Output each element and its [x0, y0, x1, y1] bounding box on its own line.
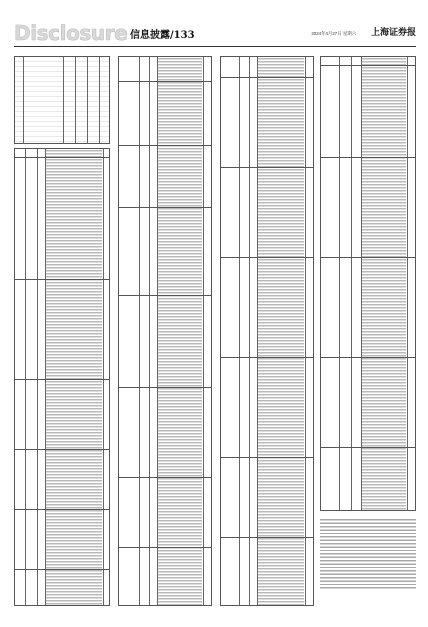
disclosure-table-1	[14, 148, 110, 606]
table-text-block	[46, 149, 102, 605]
newspaper-logo: 上海证券报	[370, 28, 416, 38]
header-rule	[14, 46, 416, 47]
issue-date: 2024年4月27日 星期六	[311, 31, 356, 36]
column-2	[118, 56, 212, 606]
disclosure-table-4	[320, 56, 416, 511]
section-title: 信息披露/133	[130, 30, 195, 41]
disclosure-table-3	[220, 56, 314, 606]
table-text-block	[158, 57, 202, 605]
column-3	[220, 56, 314, 606]
table-text-block	[258, 57, 304, 605]
column-4	[320, 56, 416, 606]
page-header	[14, 22, 416, 46]
disclosure-brand: Disclosure	[14, 21, 128, 45]
table-text-block	[362, 57, 406, 510]
financial-table	[14, 56, 110, 144]
disclosure-table-2	[118, 56, 212, 606]
notes-text-block	[320, 518, 416, 590]
column-1	[14, 56, 110, 606]
